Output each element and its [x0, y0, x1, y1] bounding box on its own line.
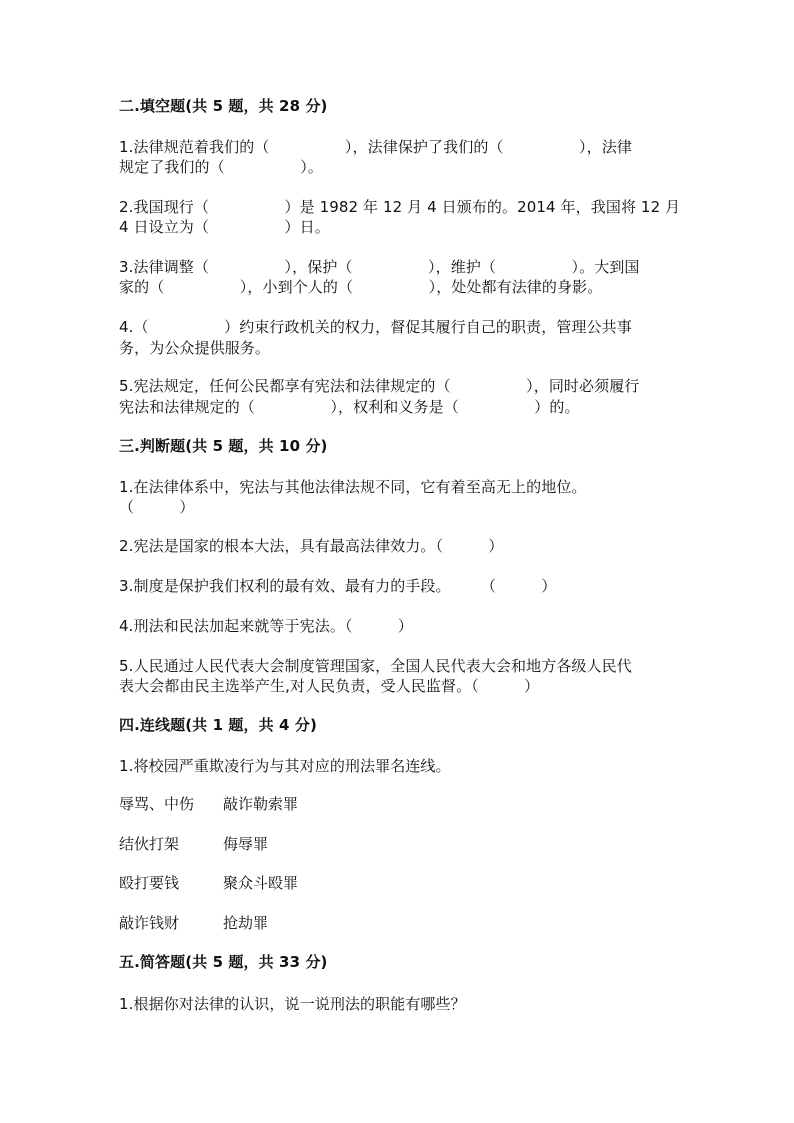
judge-question-3: 3.制度是保护我们权利的最有效、最有力的手段。 （ ）	[119, 577, 557, 595]
fill-question-3-line-1: 3.法律调整（ ），保护（ ），维护（ ）。大到国	[119, 258, 640, 276]
fill-question-5-line-1: 5.宪法规定，任何公民都享有宪法和法律规定的（ ），同时必须履行	[119, 377, 640, 395]
fill-question-4-line-1: 4.（ ）约束行政机关的权力，督促其履行自己的职责，管理公共事	[119, 318, 632, 336]
matching-left-item: 敲诈钱财	[119, 914, 180, 932]
judge-question-4: 4.刑法和民法加起来就等于宪法。（ ）	[119, 617, 413, 635]
judge-question-1-line-2: （ ）	[119, 498, 195, 516]
judge-question-2: 2.宪法是国家的根本大法，具有最高法律效力。（ ）	[119, 537, 504, 555]
matching-question-1: 1.将校园严重欺凌行为与其对应的刑法罪名连线。	[119, 757, 451, 775]
matching-left-item: 辱骂、中伤	[119, 795, 195, 813]
judge-question-5-line-2: 表大会都由民主选举产生,对人民负责，受人民监督。（ ）	[119, 677, 540, 695]
fill-question-1-line-1: 1.法律规范着我们的（ ），法律保护了我们的（ ），法律	[119, 138, 632, 156]
matching-right-item: 抢劫罪	[223, 914, 269, 932]
section-heading-short-answer: 五.简答题(共 5 题，共 33 分)	[119, 953, 328, 971]
matching-right-item: 侮辱罪	[223, 835, 269, 853]
fill-question-1-line-2: 规定了我们的（ ）。	[119, 158, 323, 176]
fill-question-3-line-2: 家的（ ），小到个人的（ ），处处都有法律的身影。	[119, 278, 603, 296]
section-heading-matching: 四.连线题(共 1 题，共 4 分)	[119, 716, 317, 734]
fill-question-5-line-2: 宪法和法律规定的（ ），权利和义务是（ ）的。	[119, 398, 580, 416]
judge-question-5-line-1: 5.人民通过人民代表大会制度管理国家，全国人民代表大会和地方各级人民代	[119, 657, 632, 675]
judge-question-1-line-1: 1.在法律体系中，宪法与其他法律法规不同，它有着至高无上的地位。	[119, 478, 587, 496]
section-heading-true-false: 三.判断题(共 5 题，共 10 分)	[119, 437, 328, 455]
matching-left-item: 殴打要钱	[119, 874, 180, 892]
section-heading-fill-in: 二.填空题(共 5 题，共 28 分)	[119, 97, 328, 115]
fill-question-4-line-2: 务，为公众提供服务。	[119, 339, 271, 357]
matching-right-item: 敲诈勒索罪	[223, 795, 299, 813]
matching-left-item: 结伙打架	[119, 835, 180, 853]
fill-question-2-line-1: 2.我国现行（ ）是 1982 年 12 月 4 日颁布的。2014 年，我国将 12 月	[119, 198, 681, 216]
matching-right-item: 聚众斗殴罪	[223, 874, 299, 892]
short-answer-question-1: 1.根据你对法律的认识，说一说刑法的职能有哪些？	[119, 995, 466, 1013]
fill-question-2-line-2: 4 日设立为（ ）日。	[119, 218, 330, 236]
